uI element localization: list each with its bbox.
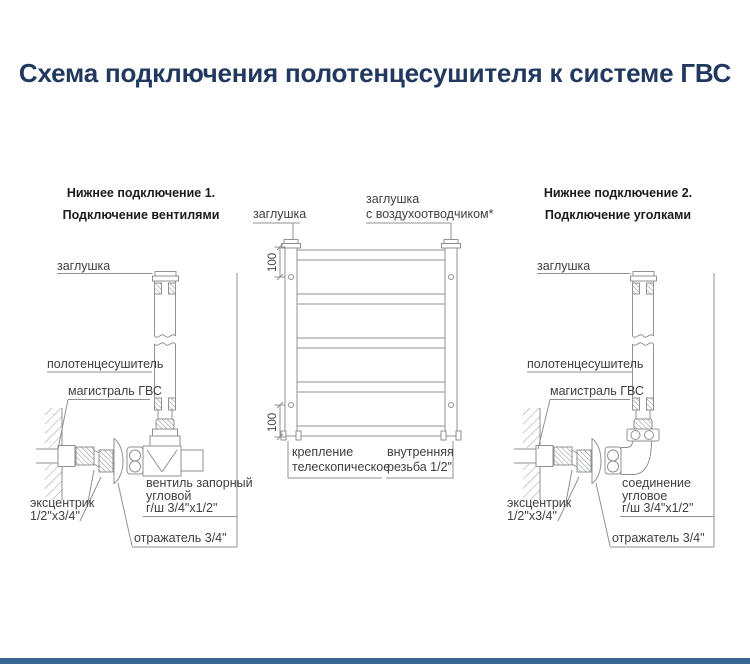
label-hws-main-left: магистраль ГВС (68, 384, 162, 398)
footer-accent-bar (0, 658, 750, 664)
center-towel-rail-drawing (253, 223, 461, 478)
label-towel-rail-left: полотенцесушитель (47, 357, 164, 371)
label-plug-right: заглушка (537, 259, 591, 273)
label-towel-rail-right: полотенцесушитель (527, 357, 644, 371)
label-plug-left: заглушка (57, 259, 111, 273)
label-shutoff-valve (146, 477, 253, 515)
label-reflector-right: отражатель 3/4" (612, 531, 705, 545)
label-air-vent-plug (366, 192, 493, 222)
elbow-line3: г/ш 3/4"x1/2" (622, 501, 694, 515)
page-title: Схема подключения полотенцесушителя к системе ГВС (18, 58, 732, 88)
left-heading-line2: Подключение вентилями (62, 208, 220, 222)
label-inner-thread (387, 445, 454, 475)
label-telescopic-mount (292, 445, 390, 475)
eccentric-left-line2: 1/2"x3/4" (30, 508, 80, 523)
right-diagram-heading (518, 182, 718, 226)
eccentric-right-line1: эксцентрик (507, 496, 572, 510)
label-eccentric-right (507, 497, 571, 522)
angle-union-elbow (605, 410, 659, 475)
hws-pipe (514, 446, 554, 467)
plug-cap (153, 272, 179, 282)
right-heading-line1: Нижнее подключение 2. (543, 186, 693, 200)
hws-pipe (36, 446, 76, 467)
reflector-cup (114, 439, 123, 484)
label-angle-union (622, 477, 693, 515)
elbow-line1: соединение (622, 476, 691, 490)
eccentric-fitting (554, 447, 591, 472)
thread-line2: резьба 1/2" (387, 460, 452, 474)
rail-rungs (297, 250, 445, 436)
eccentric-left-line1: эксцентрик (30, 496, 95, 510)
thread-line1: внутренняя (387, 445, 454, 459)
mount-line2: телескопическое (292, 460, 391, 474)
plug-cap (631, 272, 657, 282)
elbow-line2: угловое (622, 488, 668, 503)
label-plug-center: заглушка (253, 207, 307, 221)
label-eccentric-left (30, 497, 94, 522)
dim-label-top: 100 (267, 252, 279, 272)
eccentric-fitting (76, 447, 113, 472)
label-hws-main-right: магистраль ГВС (550, 384, 644, 398)
valve-line2: угловой (146, 488, 192, 503)
left-diagram-heading (41, 182, 241, 226)
label-reflector-left: отражатель 3/4" (134, 531, 227, 545)
air-vent-plug-line1: заглушка (366, 192, 420, 206)
air-vent-plug-cap (442, 240, 461, 249)
valve-line1: вентиль запорный (146, 476, 253, 490)
air-vent-plug-line2: с воздухоотводчиком* (366, 207, 494, 221)
right-heading-line2: Подключение уголками (544, 208, 692, 222)
angle-shutoff-valve (127, 410, 203, 476)
mount-line1: крепление (292, 445, 354, 459)
left-heading-line1: Нижнее подключение 1. (66, 186, 216, 200)
valve-line3: г/ш 3/4"x1/2" (146, 501, 218, 515)
dim-label-bottom: 100 (267, 412, 279, 432)
reflector-cup (592, 439, 601, 484)
eccentric-right-line2: 1/2"x3/4" (507, 508, 557, 523)
